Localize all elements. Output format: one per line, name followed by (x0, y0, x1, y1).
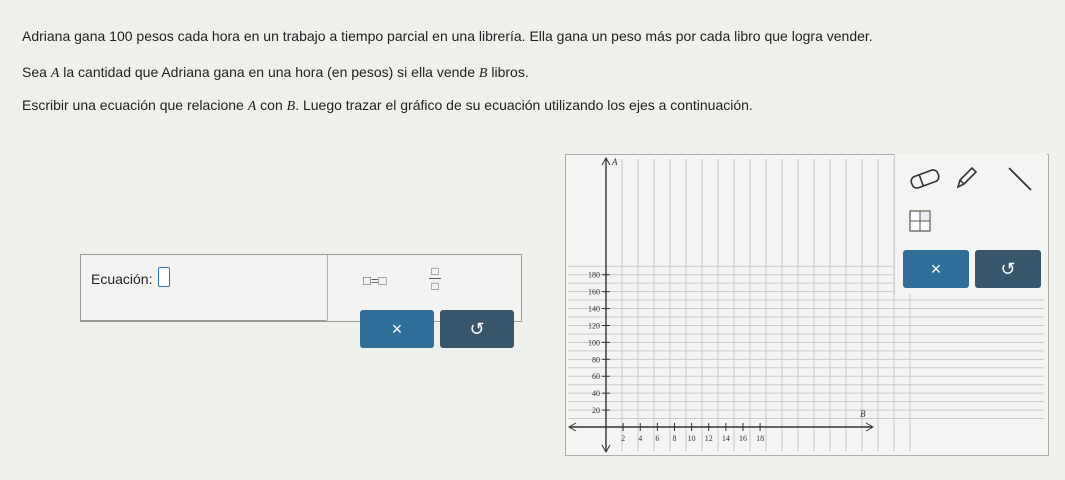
y-axis-label: A (612, 157, 618, 167)
line3-post: . Luego trazar el gráfico de su ecuación utilizando los ejes a continuación. (295, 97, 753, 113)
panel-divider (327, 255, 328, 321)
fraction-template-button[interactable] (429, 265, 441, 292)
y-tick-label: 80 (592, 355, 600, 365)
variable-b: B (478, 66, 488, 81)
variable-a: A (50, 66, 60, 81)
line2-pre: Sea (22, 64, 51, 80)
variable-a: A (247, 99, 257, 114)
y-tick-label: 60 (592, 372, 600, 382)
equation-label: Ecuación: (91, 271, 153, 287)
fraction-numerator: □ (431, 264, 439, 278)
undo-graph-button[interactable]: ↺ (975, 250, 1041, 288)
line2-post: libros. (487, 64, 529, 80)
line2-mid: la cantidad que Adriana gana en una hora (en pesos) si ella vende (59, 64, 479, 80)
undo-equation-button[interactable]: ↺ (440, 310, 514, 348)
equals-template-button[interactable]: □=□ (363, 273, 387, 288)
line3-pre: Escribir una ecuación que relacione (22, 97, 248, 113)
graph-toolbar (894, 154, 1047, 294)
panel-bottom-border (80, 320, 326, 321)
x-tick-label: 16 (738, 434, 747, 443)
fraction-denominator: □ (431, 279, 439, 293)
problem-line-1: Adriana gana 100 pesos cada hora en un trabajo a tiempo parcial en una librería. Ella gana un peso más por cada libro que logra vender. (22, 28, 873, 44)
x-tick-label: 2 (621, 434, 626, 443)
eraser-icon[interactable] (907, 168, 943, 190)
x-tick-label: 18 (756, 434, 765, 443)
y-tick-label: 40 (592, 389, 600, 399)
x-tick-label: 8 (672, 434, 677, 443)
variable-b: B (286, 99, 296, 114)
x-tick-label: 14 (721, 434, 730, 443)
x-tick-label: 10 (687, 434, 696, 443)
y-tick-label: 160 (588, 287, 600, 297)
y-tick-label: 180 (588, 270, 600, 280)
x-tick-label: 4 (638, 434, 643, 443)
line-segment-icon[interactable] (1005, 164, 1035, 194)
problem-line-2 (22, 64, 529, 82)
line3-mid: con (256, 97, 287, 113)
pencil-icon[interactable] (953, 164, 979, 192)
y-tick-label: 20 (592, 406, 600, 416)
clear-graph-button[interactable]: × (903, 250, 969, 288)
problem-line-3 (22, 97, 753, 115)
y-tick-label: 100 (588, 338, 600, 348)
y-tick-label: 120 (588, 321, 600, 331)
x-axis-label: B (860, 409, 866, 419)
point-table-icon[interactable] (909, 210, 931, 232)
clear-equation-button[interactable]: × (360, 310, 434, 348)
x-tick-label: 12 (704, 434, 713, 443)
x-tick-label: 6 (655, 434, 660, 443)
equation-input[interactable] (158, 267, 170, 287)
y-tick-label: 140 (588, 304, 600, 314)
